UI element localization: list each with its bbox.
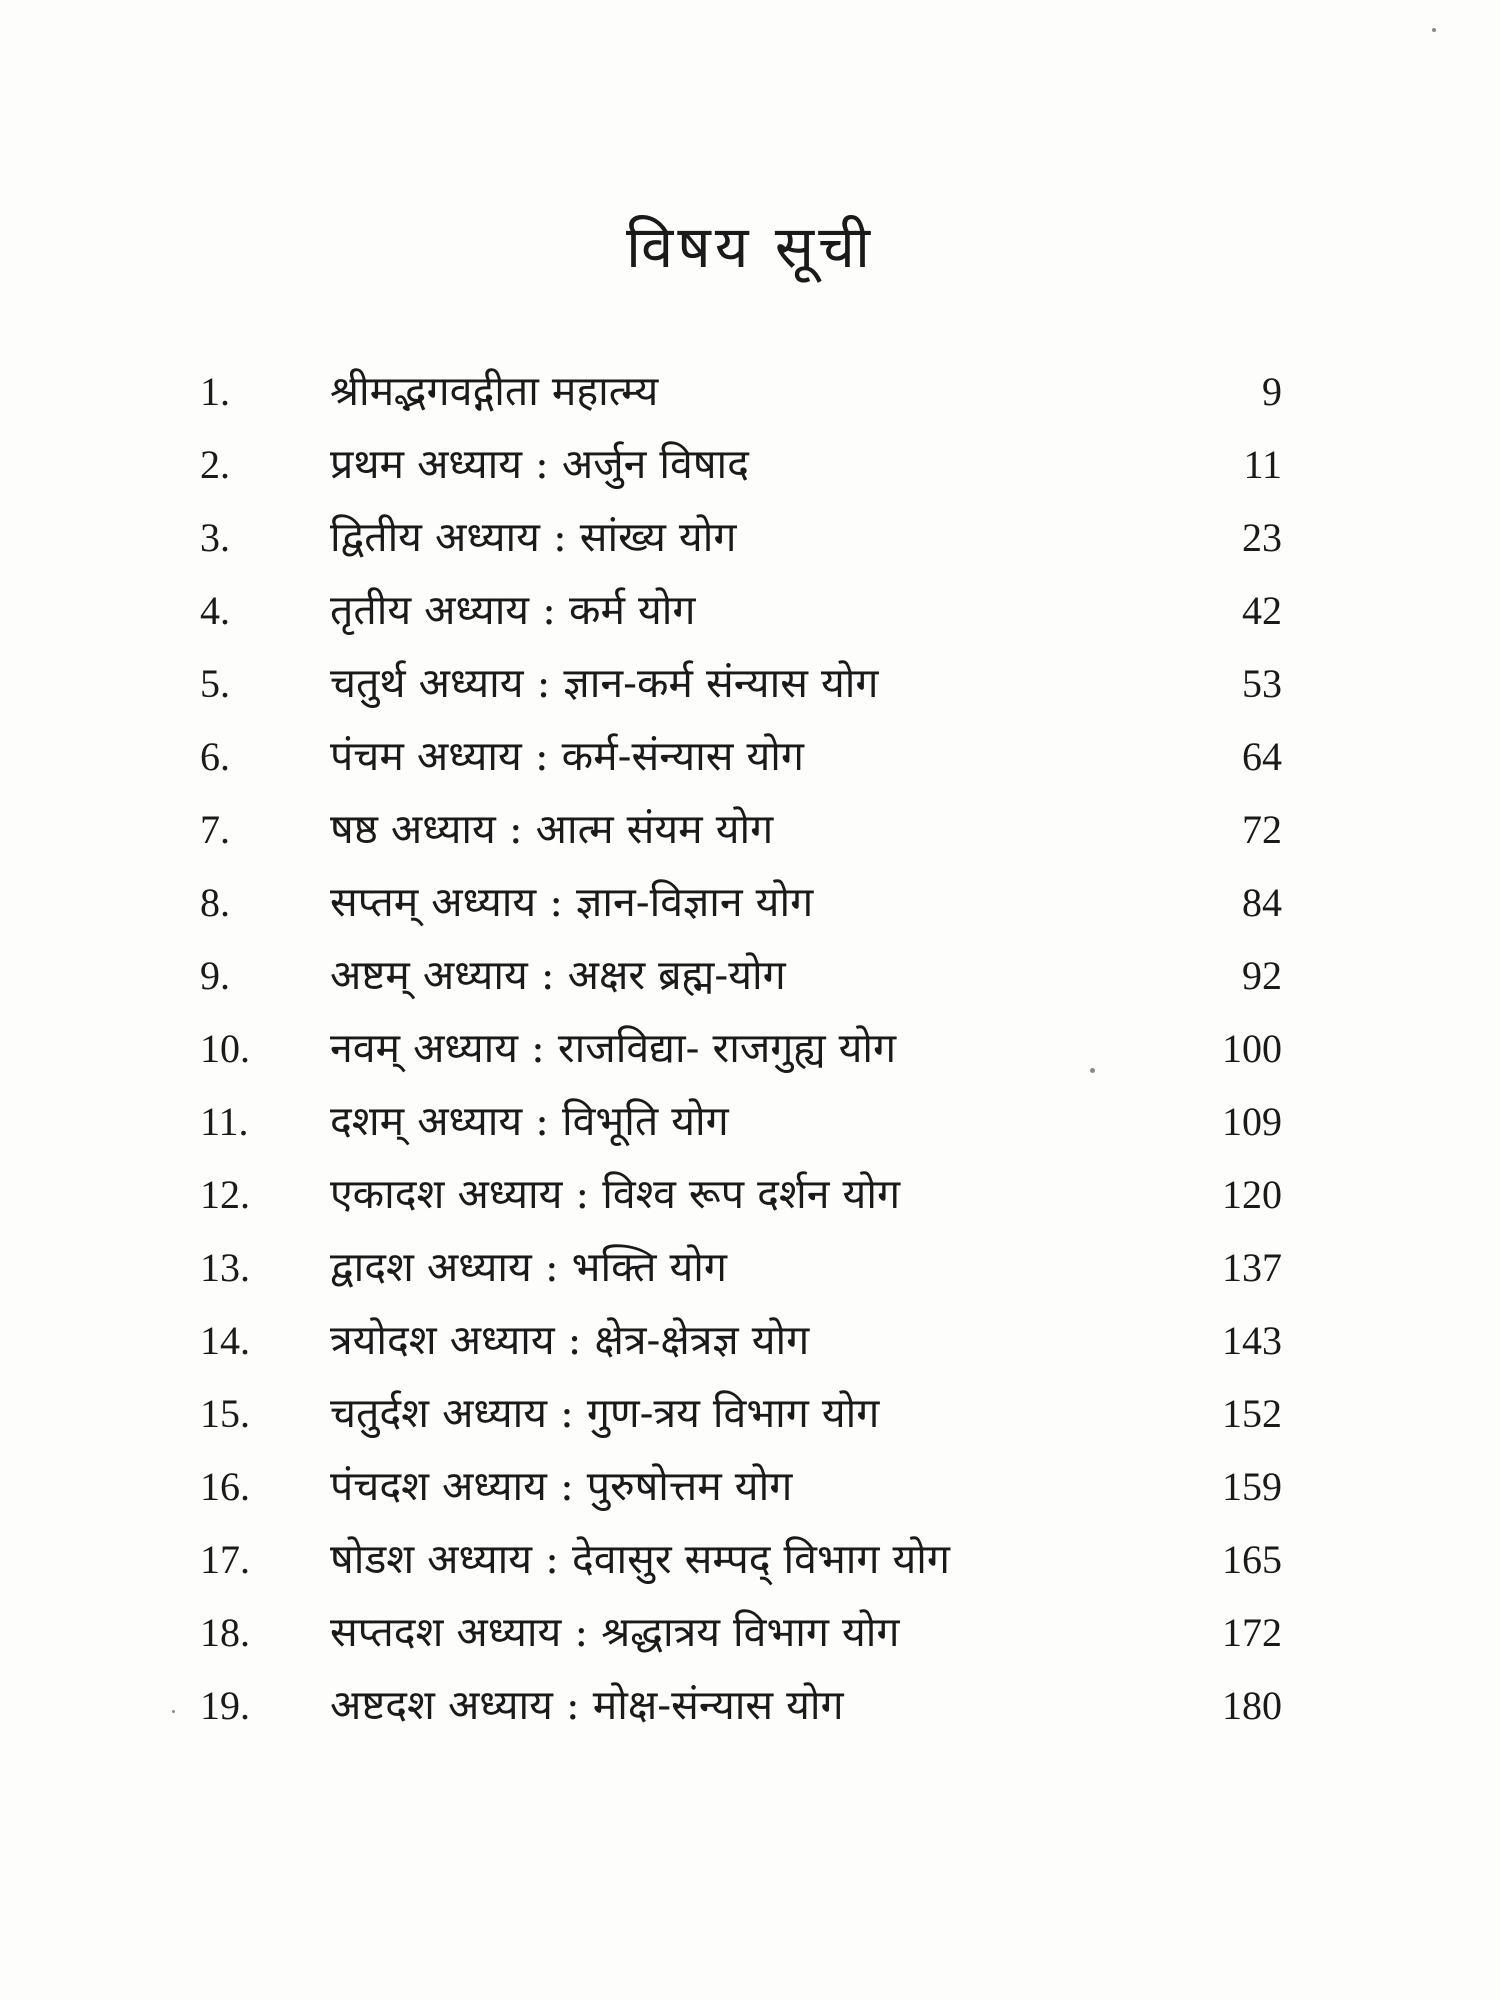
toc-entry-title: द्वादश अध्याय : भक्ति योग xyxy=(330,1243,727,1291)
toc-entry xyxy=(0,1450,1500,1523)
toc-entry-page: 143 xyxy=(1222,1318,1282,1363)
toc-entry-number: 14. xyxy=(200,1318,250,1363)
toc-entry-number: 6. xyxy=(200,734,230,779)
toc-entry-number: 19. xyxy=(200,1683,250,1728)
toc-entry-title: पंचम अध्याय : कर्म-संन्यास योग xyxy=(330,732,804,780)
toc-entry-title: सप्तम् अध्याय : ज्ञान-विज्ञान योग xyxy=(330,878,814,926)
toc-entry-page: 120 xyxy=(1222,1172,1282,1217)
toc-entry xyxy=(0,355,1500,428)
toc-entry-number: 11. xyxy=(200,1099,249,1144)
toc-entry-number: 5. xyxy=(200,661,230,706)
toc-entry-number: 7. xyxy=(200,807,230,852)
toc-entry-number: 2. xyxy=(200,442,230,487)
toc-entry-number: 17. xyxy=(200,1537,250,1582)
toc-entry xyxy=(0,1304,1500,1377)
toc-entry-page: 92 xyxy=(1242,953,1282,998)
toc-entry-page: 84 xyxy=(1242,880,1282,925)
toc-entry-title: अष्टम् अध्याय : अक्षर ब्रह्म-योग xyxy=(330,951,786,999)
toc-entry-page: 165 xyxy=(1222,1537,1282,1582)
toc-entry-page: 42 xyxy=(1242,588,1282,633)
toc-entry-page: 11 xyxy=(1243,442,1282,487)
toc-entry-number: 18. xyxy=(200,1610,250,1655)
toc-entry-page: 180 xyxy=(1222,1683,1282,1728)
page-title: विषय सूची xyxy=(626,213,874,281)
toc-entry-number: 8. xyxy=(200,880,230,925)
toc-entry-title: षष्ठ अध्याय : आत्म संयम योग xyxy=(330,805,774,853)
toc-entry-page: 23 xyxy=(1242,515,1282,560)
toc-entry xyxy=(0,574,1500,647)
toc-entry-title: श्रीमद्भगवद्गीता महात्म्य xyxy=(330,367,659,415)
toc-entry-number: 16. xyxy=(200,1464,250,1509)
paper-speck xyxy=(1090,1068,1095,1073)
toc-entry-title: अष्टदश अध्याय : मोक्ष-संन्यास योग xyxy=(330,1681,844,1729)
toc-entry-title: तृतीय अध्याय : कर्म योग xyxy=(330,586,696,634)
toc-entry xyxy=(0,939,1500,1012)
toc-entry-title: द्वितीय अध्याय : सांख्य योग xyxy=(330,513,737,561)
toc-entry-title: प्रथम अध्याय : अर्जुन विषाद xyxy=(330,440,749,488)
toc-entry xyxy=(0,866,1500,939)
paper-speck xyxy=(1432,28,1436,32)
toc-entry xyxy=(0,1377,1500,1450)
toc-entry-page: 64 xyxy=(1242,734,1282,779)
toc-entry xyxy=(0,1012,1500,1085)
toc-entry-title: नवम् अध्याय : राजविद्या- राजगुह्य योग xyxy=(330,1024,897,1072)
toc-entry xyxy=(0,1231,1500,1304)
toc-entry-page: 109 xyxy=(1222,1099,1282,1144)
toc-entry-title: दशम् अध्याय : विभूति योग xyxy=(330,1097,729,1145)
toc-entry-page: 53 xyxy=(1242,661,1282,706)
toc-entry xyxy=(0,793,1500,866)
toc-entry-page: 9 xyxy=(1262,369,1282,414)
table-of-contents xyxy=(0,355,1500,1742)
toc-entry xyxy=(0,720,1500,793)
toc-entry-number: 12. xyxy=(200,1172,250,1217)
toc-entry-number: 4. xyxy=(200,588,230,633)
toc-entry-title: पंचदश अध्याय : पुरुषोत्तम योग xyxy=(330,1462,793,1510)
paper-speck xyxy=(172,1710,175,1713)
toc-entry-title: चतुर्थ अध्याय : ज्ञान-कर्म संन्यास योग xyxy=(330,659,879,707)
toc-entry xyxy=(0,1523,1500,1596)
toc-entry-title: चतुर्दश अध्याय : गुण-त्रय विभाग योग xyxy=(330,1389,880,1437)
toc-entry-number: 9. xyxy=(200,953,230,998)
toc-entry-title: षोडश अध्याय : देवासुर सम्पद् विभाग योग xyxy=(330,1535,951,1583)
toc-entry-number: 15. xyxy=(200,1391,250,1436)
toc-entry-page: 152 xyxy=(1222,1391,1282,1436)
toc-entry xyxy=(0,1085,1500,1158)
toc-entry-page: 159 xyxy=(1222,1464,1282,1509)
toc-entry-title: त्रयोदश अध्याय : क्षेत्र-क्षेत्रज्ञ योग xyxy=(330,1316,810,1364)
toc-entry-number: 3. xyxy=(200,515,230,560)
toc-entry-number: 1. xyxy=(200,369,230,414)
toc-entry-number: 13. xyxy=(200,1245,250,1290)
toc-entry xyxy=(0,501,1500,574)
toc-entry xyxy=(0,1158,1500,1231)
toc-entry-page: 100 xyxy=(1222,1026,1282,1071)
toc-entry-page: 137 xyxy=(1222,1245,1282,1290)
toc-entry-title: सप्तदश अध्याय : श्रद्धात्रय विभाग योग xyxy=(330,1608,900,1656)
toc-entry-page: 72 xyxy=(1242,807,1282,852)
toc-entry xyxy=(0,647,1500,720)
toc-entry-page: 172 xyxy=(1222,1610,1282,1655)
toc-entry-title: एकादश अध्याय : विश्व रूप दर्शन योग xyxy=(330,1170,901,1218)
toc-entry xyxy=(0,1669,1500,1742)
toc-entry xyxy=(0,428,1500,501)
toc-entry-number: 10. xyxy=(200,1026,250,1071)
toc-entry xyxy=(0,1596,1500,1669)
